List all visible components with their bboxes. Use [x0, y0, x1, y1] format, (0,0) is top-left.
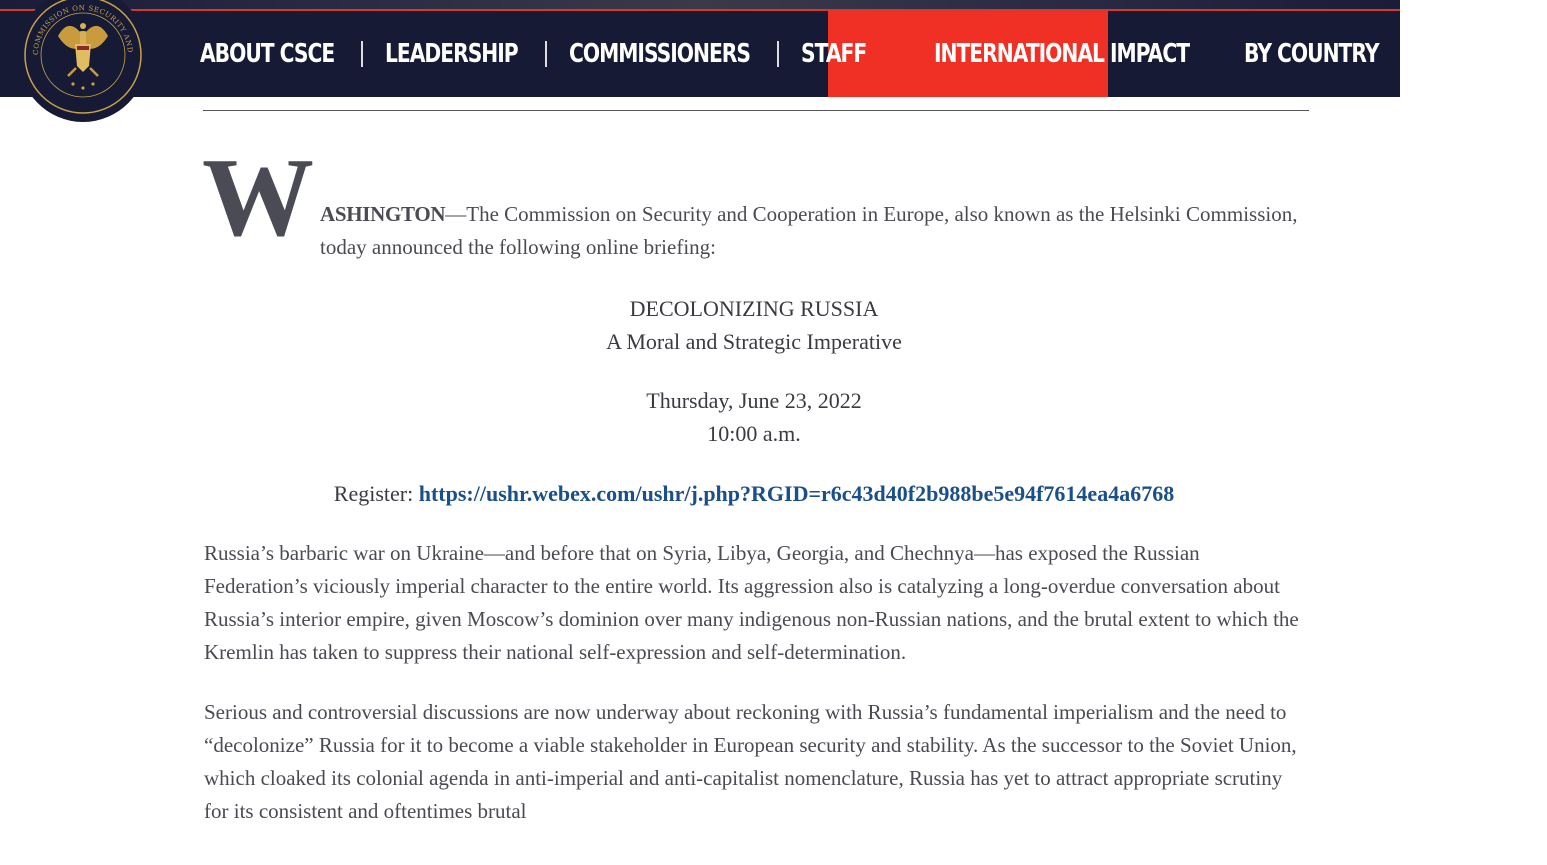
- nav-international-impact[interactable]: INTERNATIONAL IMPACT: [933, 39, 1189, 69]
- nav-separator: [1402, 41, 1404, 67]
- content-divider: [203, 110, 1309, 111]
- event-subtitle: A Moral and Strategic Imperative: [606, 329, 902, 354]
- register-line: [204, 477, 1304, 510]
- lead-text: —The Commission on Security and Cooperation in Europe, also known as the Helsinki Commission, today announced the following online briefing:: [320, 202, 1298, 259]
- eagle-seal-icon: [18, 0, 148, 122]
- top-banner-strip: [0, 0, 1400, 11]
- nav-about-csce[interactable]: ABOUT CSCE: [200, 39, 335, 69]
- svg-text:COMMISSION ON SECURITY AND COO: COMMISSION ON SECURITY AND: [31, 3, 135, 56]
- event-time: 10:00 a.m.: [707, 421, 801, 446]
- nav-by-issue[interactable]: BY ISSUE: [1426, 39, 1521, 69]
- nav-by-country[interactable]: BY COUNTRY: [1243, 39, 1379, 69]
- event-datetime-block: [204, 384, 1304, 450]
- event-title: DECOLONIZING RUSSIA: [629, 296, 879, 321]
- drop-cap: W: [202, 136, 314, 260]
- register-link[interactable]: https://ushr.webex.com/ushr/j.php?RGID=r6c43d40f2b988be5e94f7614ea4a6768: [418, 481, 1175, 506]
- event-title-block: [204, 292, 1304, 358]
- lead-paragraph: [202, 136, 1304, 264]
- primary-nav: [200, 11, 1547, 97]
- article-body: [202, 136, 1304, 828]
- nav-commissioners[interactable]: COMMISSIONERS: [569, 39, 751, 69]
- commission-seal[interactable]: [18, 0, 148, 122]
- nav-leadership[interactable]: LEADERSHIP: [385, 39, 518, 69]
- nav-separator: [361, 41, 363, 67]
- nav-separator: [777, 41, 779, 67]
- dateline: ASHINGTON: [320, 202, 446, 226]
- register-label: Register:: [333, 481, 419, 506]
- nav-separator: [545, 41, 547, 67]
- event-date: Thursday, June 23, 2022: [646, 388, 862, 413]
- nav-staff[interactable]: STAFF: [801, 39, 867, 69]
- body-paragraph-2: Serious and controversial discussions are now underway about reckoning with Russia’s fundamental imperialism and the need to “decolonize” Russia for it to become a viable stakeholder in European security and stability. As the successor to the Soviet Union, which cloaked its colonial agenda in anti-imperial and anti-capitalist nomenclature, Russia has yet to attract appropriate scrutiny for its consistent and oftentimes brutal: [204, 700, 1297, 823]
- body-paragraph-1: Russia’s barbaric war on Ukraine—and before that on Syria, Libya, Georgia, and Chechnya—has exposed the Russian Federation’s viciously imperial character to the entire world. Its aggression also is catalyzing a long-overdue conversation about Russia’s interior empire, given Moscow’s dominion over many indigenous non-Russian nations, and the brutal extent to which the Kremlin has taken to suppress their national self-expression and self-determination.: [204, 541, 1299, 664]
